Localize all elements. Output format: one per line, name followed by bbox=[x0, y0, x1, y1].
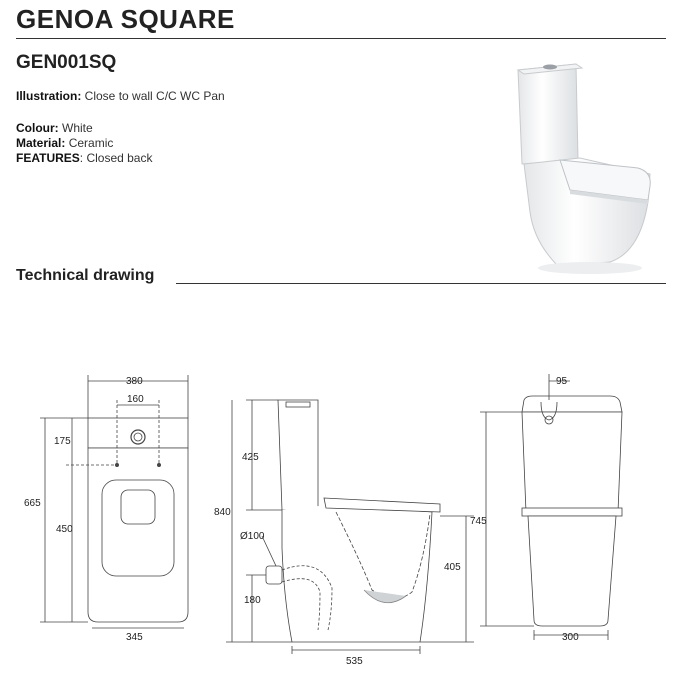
dim-side-total: 840 bbox=[214, 507, 231, 518]
dim-side-pipe: Ø100 bbox=[240, 531, 265, 542]
dim-front-bowl: 450 bbox=[56, 524, 73, 535]
back-view bbox=[522, 396, 622, 626]
dim-side-depth: 535 bbox=[346, 656, 363, 667]
spec-material-label: Material: bbox=[16, 136, 66, 150]
dim-side-cistern: 425 bbox=[242, 452, 259, 463]
dim-front-center: 160 bbox=[127, 394, 144, 405]
spec-colour-label: Colour: bbox=[16, 121, 59, 135]
spec-illustration-value: Close to wall C/C WC Pan bbox=[81, 89, 225, 103]
dim-back-total: 745 bbox=[470, 516, 487, 527]
spec-material-value: Ceramic bbox=[65, 136, 114, 150]
side-view bbox=[266, 400, 440, 642]
spec-colour-value: White bbox=[58, 121, 93, 135]
front-view bbox=[88, 418, 188, 622]
product-code: GEN001SQ bbox=[16, 52, 117, 73]
dim-front-total: 665 bbox=[24, 498, 41, 509]
dim-back-base: 300 bbox=[562, 632, 579, 643]
dim-side-outlet: 180 bbox=[244, 595, 261, 606]
spec-illustration-label: Illustration: bbox=[16, 89, 82, 103]
page-title: GENOA SQUARE bbox=[16, 4, 235, 34]
dim-side-seat: 405 bbox=[444, 562, 461, 573]
dim-front-cistern: 175 bbox=[54, 436, 71, 447]
dim-front-base: 345 bbox=[126, 632, 143, 643]
spec-features-label: FEATURES bbox=[16, 151, 80, 165]
technical-drawing-heading: Technical drawing bbox=[16, 267, 155, 284]
spec-features-value: : Closed back bbox=[79, 151, 153, 165]
dim-back-top: 95 bbox=[556, 376, 568, 387]
dim-front-width: 380 bbox=[126, 376, 143, 387]
